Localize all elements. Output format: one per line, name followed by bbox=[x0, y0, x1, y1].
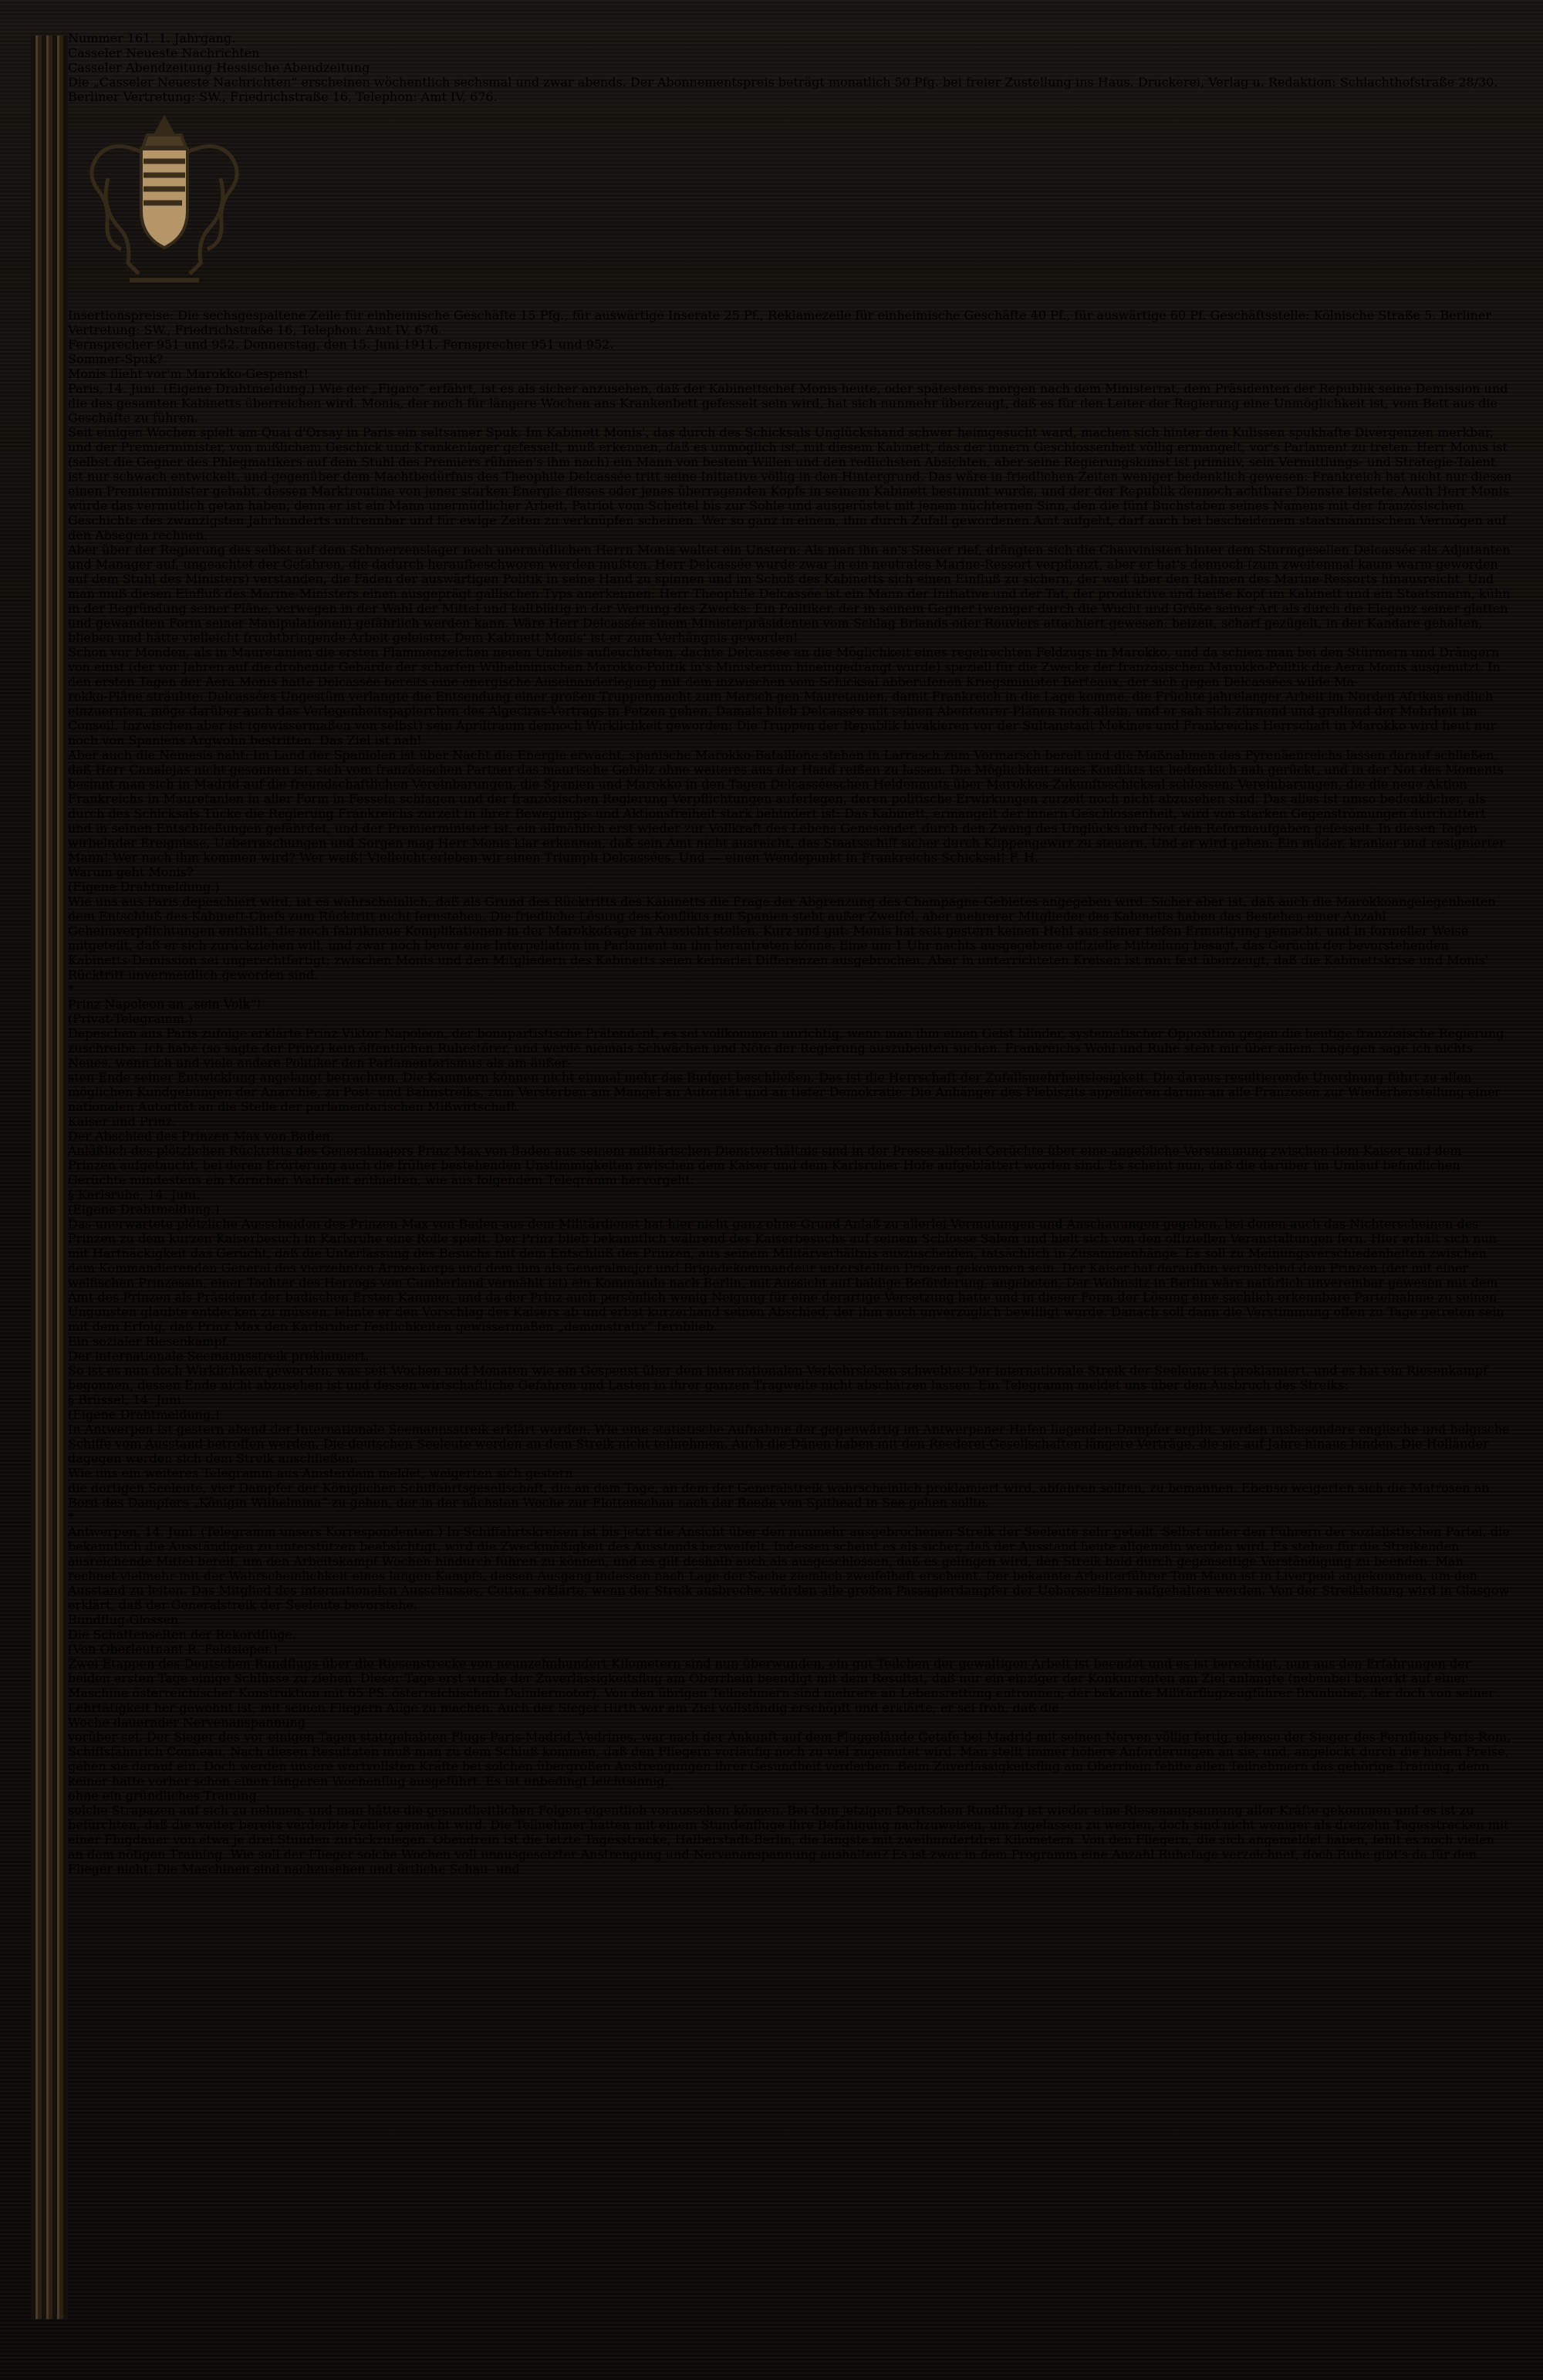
article-paragraph: rokko-Pläne sträubte: Delcassées Ungestüm verlangte die Entsendung einer großen Truppenmacht zum Marsch gen Mauretanien, damit Frankreich in die Lage komme, die Früchte jahrelanger Arbeit im Norden Afrikas endlich einzuernten, möge darüber auch das Verlegenheitspapierchen des Algeciras-Vertrags in Fetzen gehen. Damals blieb Delcassée mit seinen Abenteurer-Plänen noch allein, und er sah sich zürnend und grollend der Mehrheit im Conseil. Inzwischen aber ist (gewissermaßen von selbst) sein Apriltraum dennoch Wirklichkeit geworden: Die Truppen der Republik bivakieren vor der Sultanstadt Mekines und Frankreichs Herrschaft in Marokko wird heut nur noch von Spaniens Argwohn bestritten. Das Ziel ist nah! bbox=[68, 689, 1497, 748]
article-paragraph: sten Ende seiner Entwicklung angelangt betrachten. Die Kammern können nicht einmal mehr das Budget beschließen. Das ist die Herrschaft der Zufallsmehrheitslosigkeit. Die daraus resultierende Unordnung führt zu allen möglichen Kundgebungen der Anarchie, zu Post- und Bahnstreiks, zum Versterben am Mangel an Autorität und an tiefer Demokratie. Die Anhänger des Plebiszits appellieren darum an alle Franzosen zur Wiederherstellung einer nationalen Autorität an die Stelle der parlamentarischen Mißwirtschaft. bbox=[68, 1070, 1501, 1114]
article-paragraph: Seit einigen Wochen spielt am Quai d'Orsay in Paris ein seltsamer Spuk: Im Kabinett Monis', das durch des Schicksals Unglückshand schwer heimgesucht ward, machen sich hinter den Kulissen spukhafte Divergenzen merkbar, und der Premierminister, von mißlichem Geschick und Krankenlager gefesselt, muß erkennen, daß es unmöglich ist, mit diesem Kabinett, das der innern Geschlossenheit völlig ermangelt, vor's Parlament zu treten. Herr Monis ist (selbst die Gegner des Phlegmatikers auf dem Stuhl des Premiers rühmen's ihm nach) ein Mann von bestem Willen und den redlichsten Absichten, aber seine Regierungskunst ist primitiv, sein Vermittlungs- und Strategie-Talent ist nur schwach entwickelt, und gegenüber dem Machtbedürfnis des Theophile Delcassée tritt seine Initiative völlig in den Hintergrund. Das wäre in friedlichen Zeiten weniger bedenklich gewesen: Frankreich hat nicht nur diesen einen Premierminister gehabt, dessen Marktroutine von jener starken Energie dieses oder jenes überragenden Kopfs in seinem Kabinett bestimmt wurde, und der der Republik dennoch achtbare Dienste leistete. Auch Herr Monis würde das vermutlich getan haben, denn er ist ein Mann unermüdlicher Arbeit, Patriot vom Scheitel bis zur Sohle und ausgerüstet mit jenem nüchternen Sinn, den die fünf Buchstaben seines Namens mit der französischen Geschichte des zwanzigsten Jahrhunderts untrennbar und für ewige Zeiten zu verknüpfen scheinen. Wer so ganz in einem, ihm durch Zufall gewordenen Amt aufgeht, darf auch bei bescheidenem staatsmännischem Vermögen auf den Absegen rechnen. bbox=[68, 425, 1512, 542]
article-paragraph: Wie uns aus Paris depeschiert wird, ist es wahrscheinlich, daß als Grund des Rücktritts des Kabinetts die Frage der Abgrenzung des Champagne-Gebietes angegeben wird. Sicher aber ist, daß auch die Marokkoangelegenheiten dem Entschluß des Kabinett-Chefs zum Rücktritt nicht fernstehen. Die friedliche Lösung des Konflikts mit Spanien steht außer Zweifel, aber mehrerer Mitglieder des Kabinetts haben das Bestehen einer Anzahl Geheimverpflichtungen enthüllt, die noch fabrikneue Komplikationen in der Marokkofrage in Aussicht stellen. Kurz und gut: Monis hat seit gestern keinen Hehl aus seiner tiefen Ermutigung gemacht, und in formeller Weise mitgeteilt, daß er sich zurückziehen will, und zwar noch bevor eine Interpellation im Parlament an ihn herantreten könne. Eine um 1 Uhr nachts ausgegebene offizielle Mitteilung besagt, das Gerücht der bevorstehenden Kabinetts-Demission sei ungerechtfertigt; zwischen Monis und den Mitgliedern des Kabinetts seien keinerlei Differenzen ausgebrochen. Aber in unterrichteten Kreisen ist man fest überzeugt, daß die Kabinettskrise und Monis' Rücktritt unvermeidlich geworden sind. bbox=[68, 894, 1496, 982]
article-headline: Prinz Napoleon an „sein Volk“! bbox=[68, 997, 262, 1011]
issue-number: Nummer 161. bbox=[68, 31, 155, 46]
article-separator-star: * bbox=[68, 1510, 74, 1524]
book-binding-edge bbox=[31, 35, 68, 2319]
phone-right: Fernsprecher 951 und 952. bbox=[442, 337, 614, 352]
hessian-coat-of-arms-icon bbox=[68, 104, 1512, 308]
article-subhead: Monis flieht vor'm Marokko-Gespenst! bbox=[68, 366, 309, 381]
article-headline: Ein sozialer Riesenkampf. bbox=[68, 1334, 231, 1349]
article-bold-subline: Woche dauernder Nervenanspannung bbox=[68, 1715, 306, 1730]
article-byline: (Privat-Telegramm.) bbox=[68, 1011, 194, 1026]
article-paragraph: Aber über der Regierung des selbst auf dem Schmerzenslager noch unermüdlichen Herrn Monis waltet ein Unstern: Als man ihn an's Steuer rief, drängten sich die Chauvinisten hinter dem Sturmgesellen Delcassée als Adjutanten und Manager auf, ungeachtet der Gefahren, die dadurch heraufbeschworen werden mußten. Herr Delcassée wurde zwar in ein neutrales Marine-Ressort verpflanzt, aber er hat's dennoch (zum zweitenmal kaum warm geworden auf dem Stuhl des Ministers) verstanden, die Fäden der auswärtigen Politik in seine Hand zu spinnen und im Schoß des Kabinetts sich einen Einfluß zu sichern, der weit über den Rahmen des Marine-Ressorts hinausreicht. Und man muß diesen Einfluß des Marine-Ministers einen ausgeprägt gallischen Typs anerkennen: Herr Theophile Delcassée ist ein Mann der Initiative und der Tat, der produktive und heiße Kopf im Kabinett und ein Staatsmann, kühn in der Begründung seiner Pläne, verwegen in der Wahl der Mittel und kaltblütig in der Wertung des Zwecks: Ein Politiker, der in seinem Gegner (weniger durch die Wucht und Größe seiner Art als durch die Eleganz seiner glatten und gewandten Form seiner Manipulationen) gefährlich werden kann. Wäre Herr Delcassée einem Ministerpräsidenten vom Schlag Briands oder Rouviers attachiert gewesen: beizeit, scharf gezügelt, in der Kandare gehalten, blieben und hätte vielleicht fruchtbringende Arbeit geleistet. Dem Kabinett Monis' ist er zum Verhängnis geworden! bbox=[68, 542, 1511, 645]
subtitle-row bbox=[68, 60, 1512, 75]
subscription-info-box: Die „Casseler Neueste Nachrichten“ erscheinen wöchentlich sechsmal und zwar abends. Der Abonnementspreis beträgt monatlich 50 Pfg. bei freier Zustellung ins Haus. Druckerei, Verlag u. Redaktion: Schlachthofstraße 28/30. Berliner Vertretung: SW., Friedrichstraße 16, Telephon: Amt IV, 676. bbox=[68, 75, 1498, 104]
article-paragraph: solche Strapazen auf sich zu nehmen, und man hätte die gesundheitlichen Folgen eigentlich voraussehen können. Bei dem jetzigen Deutschen Rundflug ist wieder eine Riesenanspannung aller Kräfte gekommen und es ist zu befürchten, daß die weiter bereits verderbte Fehler gemacht wird. Die Teilnehmer hatten mit einem Stundenfluge ihre Befähigung nachzuweisen, um zugelassen zu werden, doch sind nicht weniger als dreizehn Tagesstrecken mit einer Flugdauer von etwa je drei Stunden zurückzulegen. Obendrein ist die letzte Tagesstrecke, Halberstadt-Berlin, die längste mit zweihundertdrei Kilometern. Von den Fliegern, die sich angemeldet haben, fehlt es noch vielen an dem nötigen Training. Wie soll der Flieger solche Wochen voll unausgesetzter Anstrengung und Nervenanspannung aushalten? Es ist zwar in dem Programm eine Anzahl Ruhetage verzeichnet, doch Ruhe gibt's da für den Flieger nicht: Die Maschinen sind nachzusehen und örtliche Schau- und bbox=[68, 1803, 1509, 1876]
article-subhead: Der internationale Seemannsstreik proklamiert. bbox=[68, 1349, 370, 1363]
article-paragraph: Das unerwartete plötzliche Ausscheiden des Prinzen Max von Baden aus dem Militärdienst hat hier nicht ganz ohne Grund Anlaß zu allerlei Vermutungen und Anschauungen gegeben, bei denen auch das Nichterscheinen des Prinzen zu dem kurzen Kaiserbesuch in Karlsruhe eine Rolle spielt. Der Prinz blieb bekanntlich während des Kaiserbesuchs auf seinem Schlosse Salem und hielt sich von den offiziellen Veranstaltungen fern. Hier erhält sich nun mit Hartnäckigkeit das Gerücht, daß die Unterlassung des Besuchs mit dem Entschluß des Prinzen, aus seinem Militärverhältnis auszuscheiden, tatsächlich in Zusammenhänge. Es soll zu Meinungsverschiedenheiten zwischen dem Kommandierenden General des vierzehnten Armeekorps und dem ihm als Generalmajor und Brigadekommandeur unterstellten Prinzen gekommen sein. Der Kaiser hat daraufhin vermittelnd dem Prinzen (der mit einer welfischen Prinzessin, einer Tochter des Herzogs von Cumberland vermählt ist) ein Kommando nach Berlin, mit Aussicht auf baldige Beförderung, angeboten. Der Wohnsitz in Berlin wäre natürlich unvereinbar gewesen mit dem Amt des Prinzen als Präsident der badischen Ersten Kammer, und da der Prinz auch persönlich wenig Neigung für eine derartige Versetzung hatte und in dieser Form der Lösung eine sachlich erkennbare Parteinahme zu seinen Ungunsten glaubte entdecken zu müssen, lehnte er den Vorschlag des Kaisers ab und erbat kurzerhand seinen Abschied, der ihm auch unverzüglich bewilligt wurde. Danach soll dann die Verstimmung offen zu Tage getreten sein mit dem Erfolg, daß Prinz Max den Karlsruher Festlichkeiten gewissermaßen „demonstrativ“ fernblieb. bbox=[68, 1217, 1504, 1334]
article-dateline: § Brüssel, 14. Juni. bbox=[68, 1393, 185, 1407]
volume-label: 1. Jahrgang. bbox=[158, 31, 236, 46]
article-byline: (Von Oberleutnant R. Feldsieper.) bbox=[68, 1642, 278, 1656]
issue-date: Donnerstag, den 15. Juni 1911. bbox=[242, 337, 439, 352]
subtitle-right: Hessische Abendzeitung bbox=[216, 60, 370, 75]
article-paragraph: Zwei Etappen des Deutschen Rundflugs über die Riesenstrecke von neunzehnhundert Kilometern sind nun überwunden, ein gut Teilchen der gewaltigen Arbeit ist beendet und es ist berechtigt, nun aus den Erfahrungen der beiden ersten Tage einige Schlüsse zu ziehen. Dieser Tage erst wurde der Zuverlässigkeitsflug am Oberrhein beendigt mit dem Resultat, daß nur ein einziger der Konkurrenten am Ziel anlangte (nebenbei bemerkt auf einer Maschine österreichischer Konstruktion mit 65 PS. österreichischem Daimlermotor). Von den übrigen Teilnehmern sind mehrere an Lebensrettung entronnen; der bekannte Militärflugzeugführer Brunhuber, der doch von seiner Lehrtätigkeit her gewohnt ist, mit seinen Fliegern Allge zu machen. Auch der Sieger Hirth war am Ziel vollständig erschöpft und erklärte, er sei froh, daß die bbox=[68, 1656, 1494, 1715]
article-paragraph: So ist es nun doch Wirklichkeit geworden, was seit Wochen und Monaten wie ein Gespenst über dem internationalen Verkehrsleben schwebte: Der internationale Streik der Seeleute ist proklamiert, und es hat ein Riesenkampf begonnen, dessen Ende nicht abzusehen ist und dessen wirtschaftliche Gefahren und Lasten in ihrer ganzen Tragweite nicht abschätzen lassen. Ein Telegramm meldet uns über den Ausbruch des Streiks: bbox=[68, 1363, 1488, 1393]
subtitle-left: Casseler Abendzeitung bbox=[68, 60, 213, 75]
article-bold-subline: ohne ein gründliches Training bbox=[68, 1788, 257, 1803]
column-4 bbox=[68, 1480, 1512, 1876]
phone-left: Fernsprecher 951 und 952. bbox=[68, 337, 239, 352]
advertising-info-box: Insertionspreise: Die sechsgespaltene Zeile für einheimische Geschäfte 15 Pfg., für auswärtige Inserate 25 Pf., Reklamezeile für einheimische Geschäfte 40 Pf., für auswärtige 60 Pf. Geschäftsstelle: Kölnische Straße 5. Berliner Vertretung: SW., Friedrichstraße 16, Telephon: Amt IV, 676. bbox=[68, 308, 1492, 337]
article-paragraph: Aber auch die Nemesis naht: Im Land der Spaniolen ist über Nacht die Energie erwacht, spanische Marokko-Bataillone stehen in Larrasch zum Vormarsch bereit und die Maßnahmen des Pyrenäenreichs lassen darauf schließen, daß Herr Canalejas nicht gesonnen ist, sich vom französischen Partner das maurische Gehölz ohne weiteres aus der Hand reißen zu lassen. Die Möglichkeit eines Konflikts ist bedenklich nah gerückt, und in der Not des Moments besinnt man sich in Madrid auf die freundschaftlichen Vereinbarungen, die Spanien und Marokko in den Tagen Delcasséeschen Heldenmuts über Marokkos Zukunftsschicksal schlossen; Vereinbarungen, die die neue Aktion Frankreichs in Mauretanien in aller Form in Fesseln schlagen und der französischen Regierung Verpflichtungen auferlegen, deren politische Erwirkungen zurzeit noch nicht abzusehen sind. Das alles ist umso bedenklicher, als durch des Schicksals Tücke die Regierung Frankreichs zurzeit in ihrer Bewegungs- und Aktionsfreiheit stark behindert ist: Das Kabinett, ermangelt der innern Geschlossenheit, wird von starken Gegenströmungen durchzittert und in seinen Entschließungen gefährdet, und der Premierminister ist, ein allmählich erst wieder zur Vollkraft des Lebens Genesender, durch den Zwang des Unglücks und Not den Reformaufgaben gefesselt. In diesen Tagen wirbelnder Ereignisse, Ueberraschungen und Sorgen mag Herr Monis klar erkennen, daß sein Amt nicht ausreicht, das Staatsschiff sicher durch Klippengewirr zu steuern. Und er wird gehen: Ein müder, kranker und resignierter Mann! Wer nach ihm kommen wird? Wer weiß! Vielleicht erleben wir einen Triumph Delcassées. Und — einen Wendepunkt in Frankreichs Schicksal! F. H. bbox=[68, 748, 1505, 865]
column-2 bbox=[68, 689, 1512, 1070]
article-paragraph: vorüber sei. Der Sieger des vor einigen Tagen stattgehabten Flugs Paris-Madrid, Vedrines, war nach der Ankunft auf dem Fluggelände Getafe bei Madrid mit seinen Nerven völlig fertig, ebenso der Sieger des Fernflugs Paris-Rom, Schiffsfähnrich Conneau. Nach diesen Resultaten muß man zu dem Schluß kommen, daß den Fliegern vorläufig noch zu viel zugemutet wird. Man stellt immer höhere Anforderungen an sie, und, angelockt durch die hohen Preise, gehen sie darauf ein. Doch werden unsere wertvollsten Kräfte bei solchen übergroßen Anstrengungen ihrer Gesundheit verderben. Beim Zuverlässigkeitsflug am Oberrhein fehlte allen Teilnehmern das gehörige Training, denn keiner hatte vorher schon einen längeren Wochenflug ausgeführt. Es ist unbedingt leichtsinnig, bbox=[68, 1730, 1511, 1788]
info-boxes-row bbox=[68, 75, 1512, 337]
article-paragraph: Antwerpen, 14. Juni. (Telegramm unsers Korrespondenten.) In Schiffahrtskreisen ist bis jetzt die Ansicht über den nunmehr ausgebrochenen Streik der Seeleute sehr geteilt. Selbst unter den Führern der sozialistischen Partei, die bekanntlich die Ausständigen zu unterstützen beabsichtigt, wird die Zweckmäßigkeit des Ausstands bezweifelt. Indessen scheint es als sicher, daß der Ausstand heute allgemein werden wird. Es stehen für die Streikenden ausreichende Mittel bereit, um den Arbeitskampf Wochen hindurch führen zu können, und es gilt deshalb auch als ausgeschlossen, daß es gelingen wird, den Streik bald durch gegenseitige Verständigung zu beenden. Man rechnet vielmehr mit der Wahrscheinlichkeit eines langen Kampfs, dessen Ausgang indessen nach Lage der Sache ziemlich zweifelhaft erscheint. Der bekannte Arbeiterführer Tom Mann ist in Liverpool angekommen, um den Ausstand zu leiten. Das Mitglied des internationalen Ausschusses, Cotter, erklärte, wenn der Streik ausbreche, würden alle großen Passagierdampfer der Ueberseelinien aufgehalten werden. Von der Streikleitung wird in Glasgow erklärt, daß der Generalstreik der Seeleute bevorstehe. bbox=[68, 1524, 1510, 1612]
article-subhead: Die Schattenseiten der Rekordflüge. bbox=[68, 1627, 296, 1642]
article-paragraph: Wie uns ein weiteres Telegramm aus Amsterdam meldet, weigerten sich gestern bbox=[68, 1466, 573, 1480]
article-headline: Sommer-Spuk? bbox=[68, 352, 164, 366]
article-byline: (Eigene Drahtmeldung.) bbox=[68, 1202, 220, 1217]
article-dateline: § Karlsruhe, 14. Juni. bbox=[68, 1187, 201, 1202]
column-1 bbox=[68, 352, 1512, 689]
masthead bbox=[68, 46, 1512, 60]
article-headline: Kaiser und Prinz. bbox=[68, 1114, 177, 1129]
article-headline: Warum geht Monis? bbox=[68, 865, 194, 879]
article-columns bbox=[68, 352, 1512, 1876]
article-subhead: Der Abschied des Prinzen Max von Baden. bbox=[68, 1129, 334, 1143]
article-byline: (Eigene Drahtmeldung.) bbox=[68, 1407, 220, 1422]
article-paragraph: die dortigen Seeleute, vier Dampfer der Königlichen Schiffahrtsgesellschaft, die an dem Tage, an dem der Generalstreik wahrscheinlich proklamiert wird, abfahren sollten, zu bemannen. Ebenso weigerten sich die Matrosen an Bord des Dampfers „Königin Wilhelmina“ zu gehen, der in der nächsten Woche zur Flottenschau nach der Reede von Spithead in See gehen sollte. bbox=[68, 1480, 1490, 1510]
article-byline: (Eigene Drahtmeldung.) bbox=[68, 879, 220, 894]
column-3 bbox=[68, 1070, 1512, 1480]
article-paragraph: In Antwerpen ist gestern abend der Internationale Seemannsstreik erklärt worden. Wie eine statistische Aufnahme der gegenwärtig im Antwerpener Hafen liegenden Dampfer ergibt, werden insbesondere englische und belgische Schiffe vom Ausstand betroffen werden. Die deutschen Seeleute werden an dem Streik nicht teilnehmen. Auch die Dänen haben mit den Reederei-Gesellschaften längere Verträge, die sie auf Jahre hinaus binden. Die Holländer dagegen werden sich dem Streik anschließen. bbox=[68, 1422, 1510, 1466]
article-paragraph: Depeschen aus Paris zufolge erklärte Prinz Viktor Napoleon, der bonapartistische Prätendent, es sei vollkommen unrichtig, wenn man ihm einen Geist blinder, systematischer Opposition gegen die heutige französische Regierung zuschreibe. Ich habe (so sagte der Prinz) kein öffentlichen Ruhestörer, und werde niemals Schwächen und Nöte der Regierung auszubeuten suchen. Frankreichs Wohl und Ruhe steht mir über allem. Dagegen sage ich nichts Neues, wenn ich und viele andere Politiker den Parlamentarismus als am äußer- bbox=[68, 1026, 1504, 1070]
article-headline: Rundflug-Glossen. bbox=[68, 1612, 183, 1627]
article-paragraph: Anläßlich des plötzlichen Rücktritts des Generalmajors Prinz Max von Baden aus seinem militärischen Dienstverhältnis sind in der Presse allerlei Gerüchte über eine angebliche Verstimmung zwischen dem Kaiser und dem Prinzen aufgetaucht, bei deren Erörterung auch die früher bestehenden Unstimmigkeiten zwischen dem Kaiser und dem Karlsruher Hofe aufgeblättert worden sind. Es scheint nun, daß die darüber im Umlauf befindlichen Gerüchte mindestens ein Körnchen Wahrheit enthielten, wie aus folgendem Telegramm hervorgeht: bbox=[68, 1143, 1462, 1187]
newspaper-page bbox=[68, 31, 1512, 2339]
issue-meta-row bbox=[68, 31, 1512, 46]
dateline-row bbox=[68, 337, 1512, 352]
article-paragraph: Paris, 14. Juni. (Eigene Drahtmeldung.) Wie der „Figaro“ erfährt, ist es als sicher anzusehen, daß der Kabinettschef Monis heute, oder spätestens morgen nach dem Ministerrat, dem Präsidenten der Republik seine Demission und die des gesamten Kabinetts überreichen wird. Monis, der noch für längere Wochen ans Krankenbett gefesselt sein wird, hat sich nunmehr überzeugt, daß es für den Leiter der Regierung eine Unmöglichkeit ist, vom Bett aus die Geschäfte zu führen. bbox=[68, 381, 1508, 425]
article-separator-star: * bbox=[68, 982, 74, 997]
article-paragraph: Schon vor Monden, als in Mauretanien die ersten Flammenzeichen neuen Unheils aufleuchteten, dachte Delcassée an die Möglichkeit eines regelrechten Feldzugs in Marokko, und da schien man bei den Stürmern und Drängern von einst (der vor Jahren auf die drohende Gebärde der scharfen Wilhelminischen Marokko-Politik in's Ministerium hineingedrängt wurde) speziell für die Zwecke der französischen Marokko-Politik die Aera Monis ausgenutzt. In den ersten Tagen der Aera Monis hatte Delcassée bereits eine energische Auseinanderlegung mit dem inzwischen vom Schicksal abberufenen Kriegsminister Berteaux, der sich gegen Delcassées wilde Ma- bbox=[68, 645, 1501, 689]
paper-title: Casseler Neueste Nachrichten bbox=[68, 46, 260, 60]
